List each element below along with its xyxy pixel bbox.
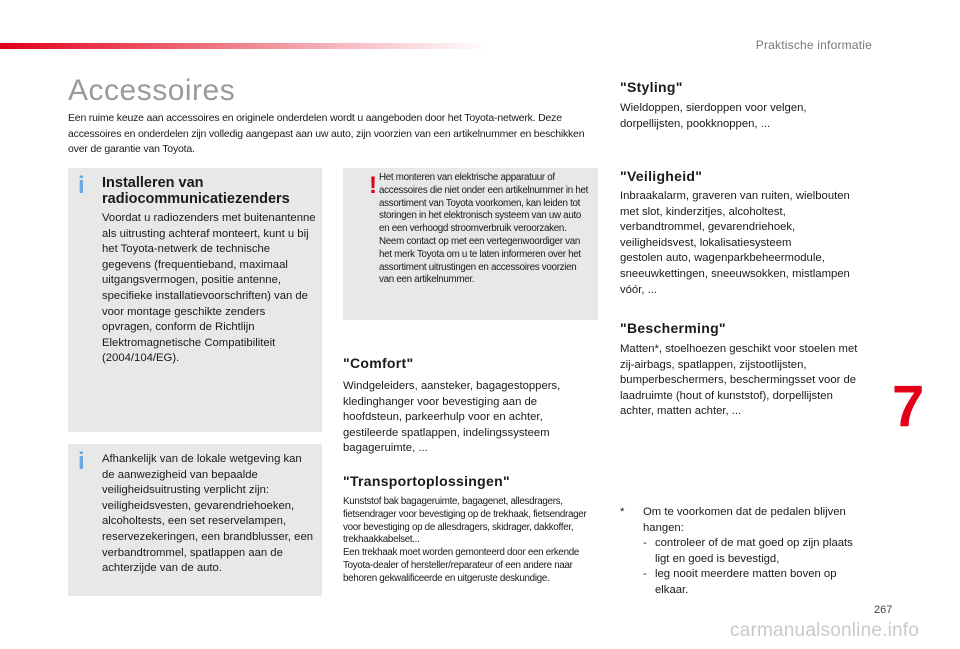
section-title-veiligheid: "Veiligheid" (620, 168, 703, 184)
watermark-text: carmanualsonline.info (730, 620, 920, 641)
section-body-styling: Wieldoppen, sierdoppen voor velgen, dorpellijsten, pookknoppen, ... (620, 102, 807, 130)
warning-text (379, 172, 592, 287)
info-box-title: Installeren van radiocommunicatiezenders (102, 175, 290, 207)
footnote-marker: * (620, 506, 625, 518)
section-body-bescherming: Matten*, stoelhoezen geschikt voor stoelen met zij-airbags, spatlappen, zijstootlijsten, bumperbeschermers, beschermingsset voor de laadruimte (hout of kunststof), dorpellijsten achter, matten achter, ... (620, 343, 858, 418)
veiligheid-body-1: Inbraakalarm, graveren van ruiten, wielbouten met slot, kinderzitjes, alcoholtest, verbandtrommel, gevarendriehoek, veiligheidsvest, lokalisatiesysteem (620, 190, 850, 249)
warning-text-line2: Neem contact op met een vertegenwoordiger van het merk Toyota om u te laten informeren over het assortiment uitrustingen en accessoires voorzien van een artikelnummer. (379, 235, 581, 286)
warning-text-line1: Het monteren van elektrische apparatuur of accessoires die niet onder een artikelnummer in het assortiment van Toyota voorkomen, kan leiden tot storingen in het elektronisch systeem van uw auto en een verhoogd stroomverbruik veroorzaken. (379, 172, 589, 235)
header-accent-bar (0, 43, 490, 49)
footnote-item-text: controleer of de mat goed op zijn plaats ligt en goed is bevestigd, (655, 537, 853, 565)
warning-icon: ! (369, 172, 377, 199)
section-body-veiligheid (620, 189, 870, 298)
transport-body-2: Een trekhaak moet worden gemonteerd door een erkende Toyota-dealer of hersteller/reparateur of een andere naar behoren gekwalificeerde en uitgeruste deskundige. (343, 547, 580, 584)
footnote-item-text: leg nooit meerdere matten boven op elkaar. (655, 568, 837, 596)
info-box-safety-equipment (68, 444, 322, 596)
warning-box (343, 168, 598, 320)
info-box-body: Voordat u radiozenders met buitenantenne als uitrusting achteraf monteert, kunt u bij het Toyota-netwerk de technische gegevens (frequentieband, maximaal uitgangsvermogen, positie antenne, specifieke installatievoorschriften) van de voor montage geschikte zenders opvragen, conform de Richtlijn Elektromagnetische Compatibiliteit (2004/104/EG). (102, 212, 316, 365)
intro-paragraph: Een ruime keuze aan accessoires en originele onderdelen wordt u aangeboden door het Toyota-netwerk. Deze accessoires en onderdelen zijn volledig aangepast aan uw auto, zijn voorzien van een artikelnummer en beschikken over de garantie van Toyota. (68, 112, 585, 155)
veiligheid-body-2: gestolen auto, wagenparkbeheermodule, sneeuwkettingen, sneeuwsokken, mistlampen vóór, ... (620, 252, 850, 296)
footnote-text: Om te voorkomen dat de pedalen blijven hangen: (643, 506, 846, 534)
section-title-transport: "Transportoplossingen" (343, 473, 510, 489)
info-icon: i (78, 172, 85, 199)
info-box-body: Afhankelijk van de lokale wetgeving kan de aanwezigheid van bepaalde veiligheidsuitrusting verplicht zijn: veiligheidsvesten, gevarendriehoeken, alcoholtests, een set reservelampen, reservezekeringen, een brandblusser, een verbandtrommel, spatlappen aan de achterzijde van de auto. (102, 453, 314, 575)
list-dash: - (643, 568, 647, 581)
section-title-comfort: "Comfort" (343, 355, 414, 371)
section-title-bescherming: "Bescherming" (620, 320, 726, 336)
page-title: Accessoires (68, 74, 236, 107)
footnote-item (620, 567, 870, 598)
list-dash: - (643, 537, 647, 550)
footnote-item (620, 536, 870, 567)
info-icon: i (78, 448, 85, 475)
transport-body-1: Kunststof bak bagageruimte, bagagenet, allesdragers, fietsendrager voor bevestiging op de trekhaak, fietsendrager voor bevestiging op de allesdragers, skidrager, dakkoffer, trekhaakkabelset... (343, 496, 587, 546)
chapter-number: 7 (892, 374, 925, 439)
section-body-comfort: Windgeleiders, aansteker, bagagestoppers, kledinghanger voor bevestiging aan de hoofdsteun, parkeerhulp voor en achter, gestileerde spatlappen, indelingssysteem bagageruimte, ... (343, 380, 561, 455)
page-number: 267 (874, 604, 893, 616)
section-body-transport (343, 496, 601, 586)
footnote (620, 505, 870, 599)
section-title-styling: "Styling" (620, 79, 683, 95)
section-header: Praktische informatie (755, 38, 872, 52)
info-box-radio-transmitters (68, 168, 322, 432)
